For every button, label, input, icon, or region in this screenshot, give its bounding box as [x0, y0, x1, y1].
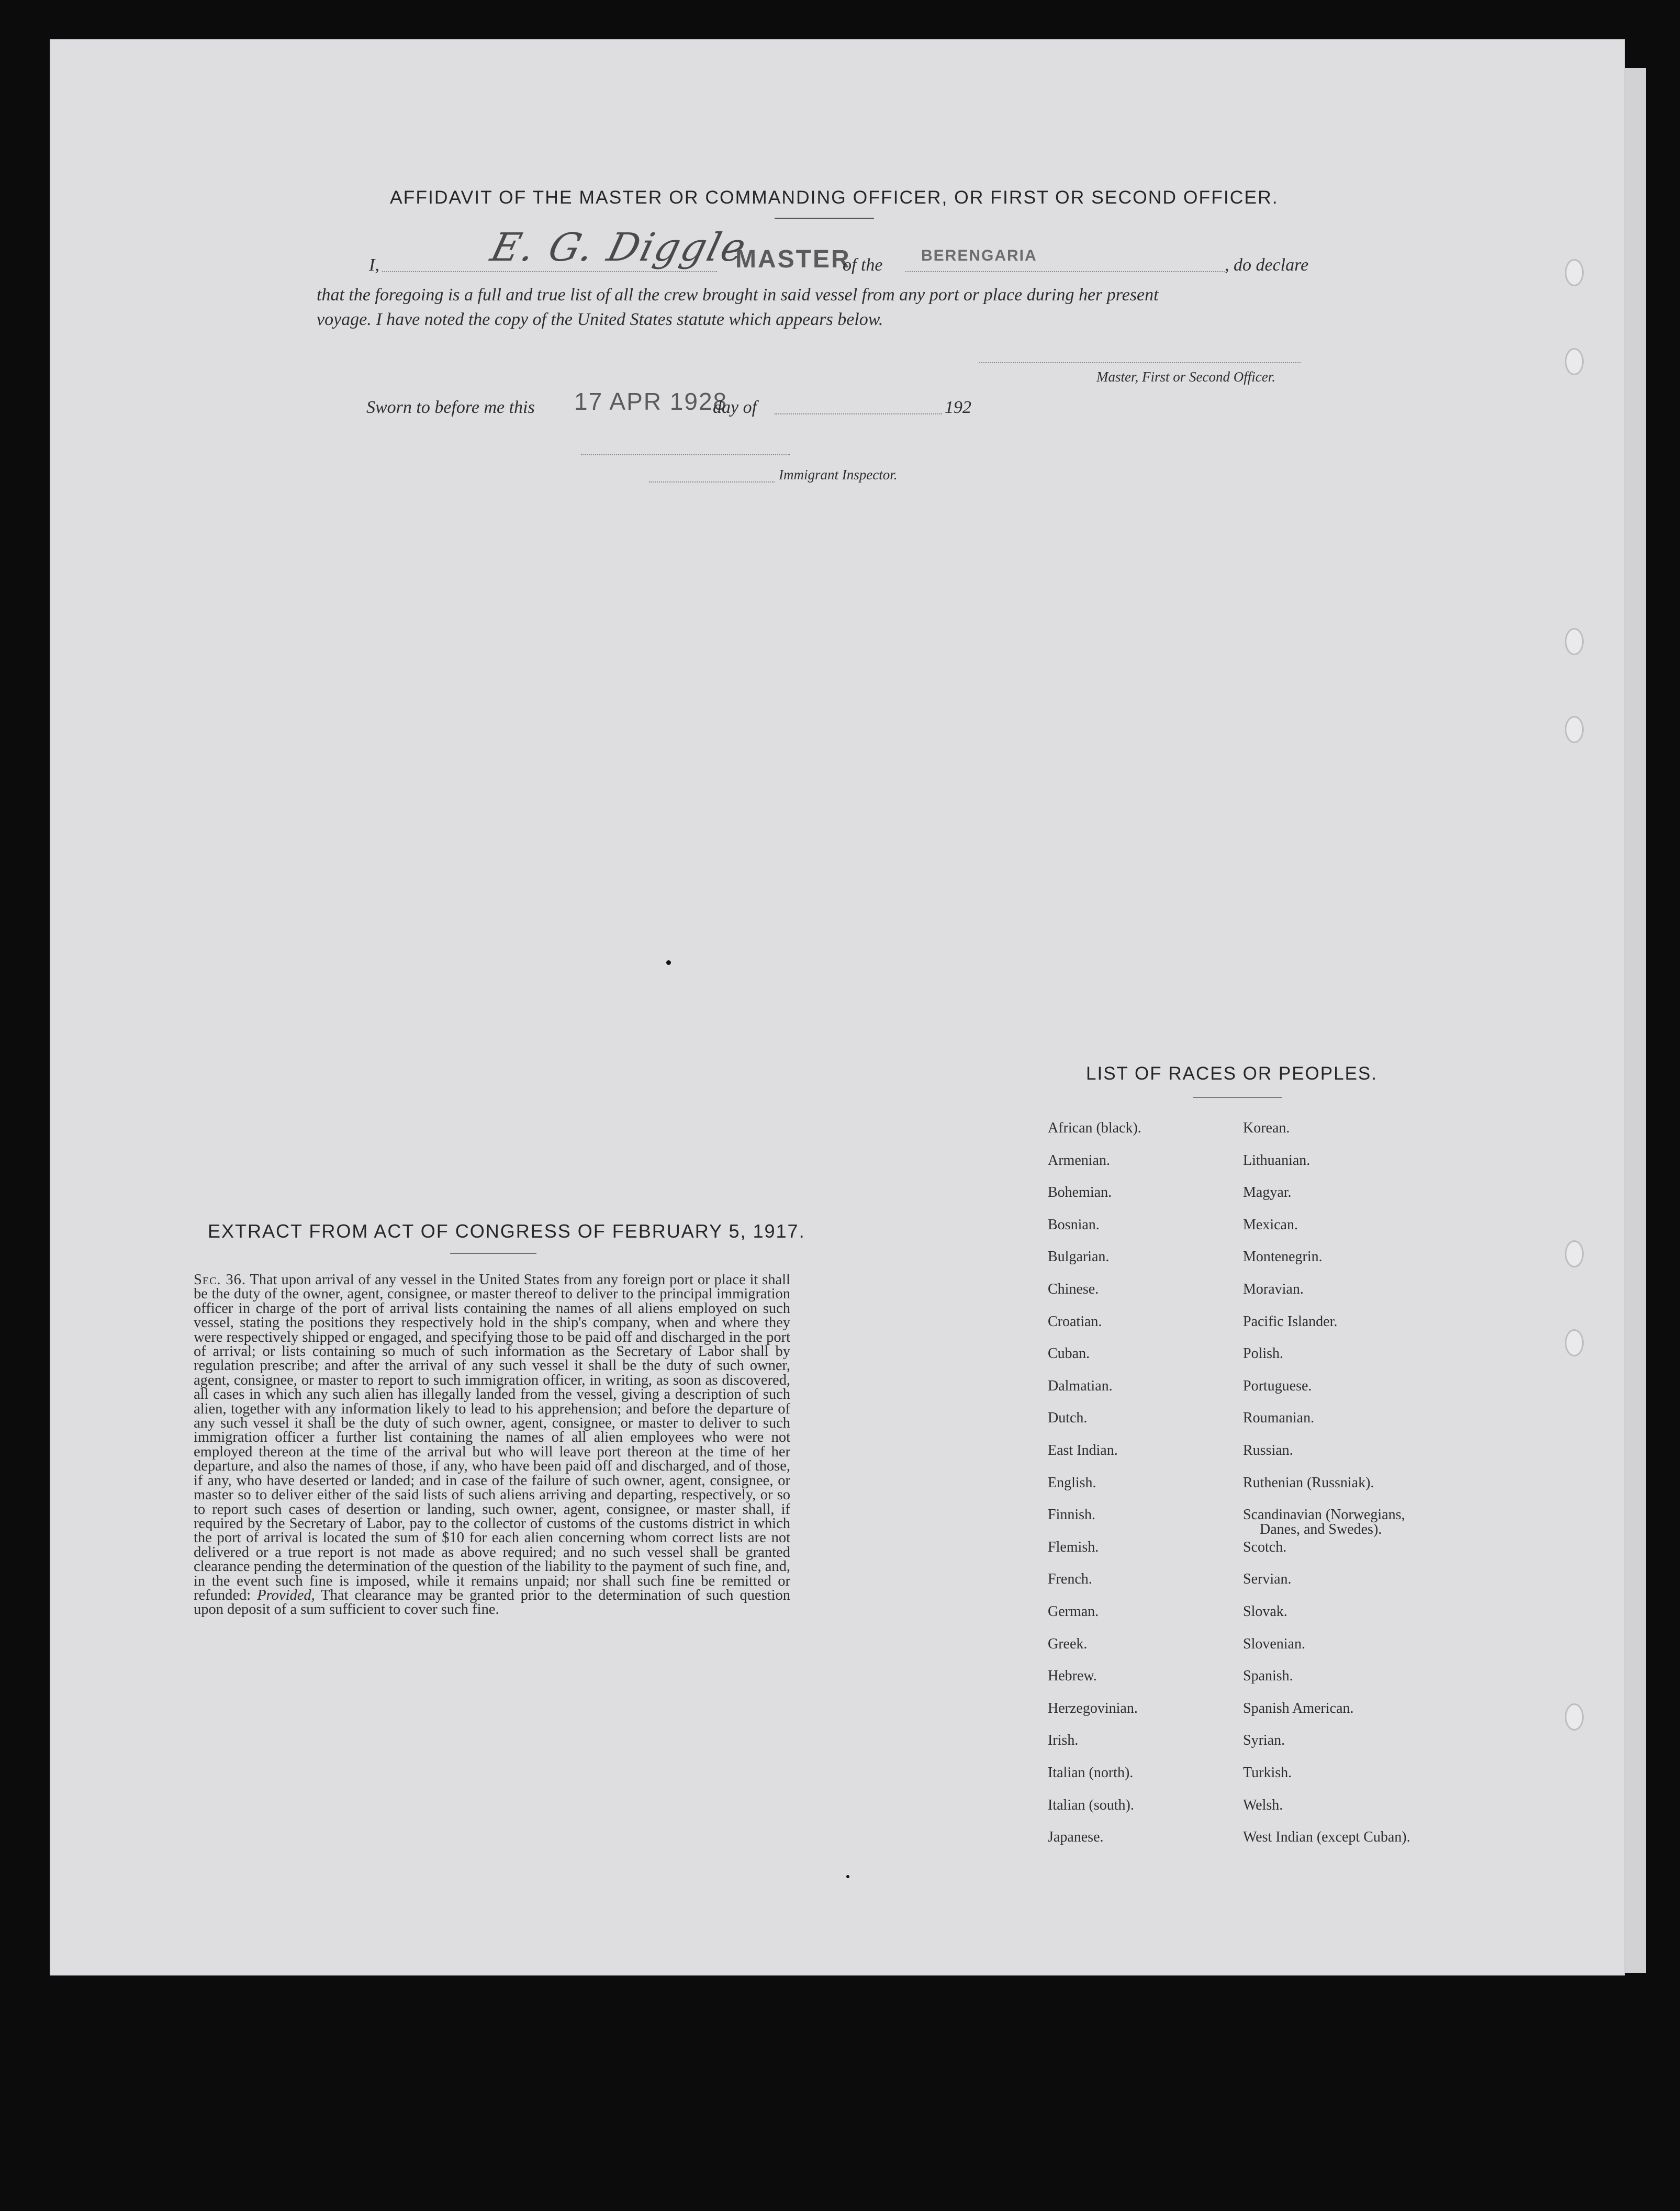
ink-speck [846, 1875, 849, 1878]
race-entry: Scandinavian (Norwegians, [1243, 1507, 1405, 1523]
race-entry: East Indian. [1048, 1442, 1118, 1458]
race-entry: Hebrew. [1048, 1668, 1097, 1685]
race-entry: Russian. [1243, 1442, 1293, 1458]
race-entry: Turkish. [1243, 1765, 1292, 1781]
race-entry: Flemish. [1048, 1539, 1099, 1555]
race-entry: Cuban. [1048, 1345, 1090, 1362]
race-entry: Italian (south). [1048, 1797, 1134, 1813]
inspector-caption: Immigrant Inspector. [779, 467, 898, 482]
section-label: Sec. 36. [194, 1272, 247, 1288]
day-of-text: day of [713, 398, 757, 417]
race-entry: German. [1048, 1603, 1099, 1620]
race-entry: Servian. [1243, 1571, 1292, 1588]
race-entry: French. [1048, 1571, 1092, 1588]
inspector-line [649, 481, 775, 482]
race-entry: Danes, and Swedes). [1260, 1521, 1382, 1538]
races-title: LIST OF RACES OR PEOPLES. [1086, 1063, 1378, 1084]
manifest-page [50, 39, 1625, 1976]
proviso-label: Provided, [257, 1587, 315, 1603]
race-entry: Armenian. [1048, 1152, 1110, 1169]
affidavit-title: AFFIDAVIT OF THE MASTER OR COMMANDING OFFICER, OR FIRST OR SECOND OFFICER. [390, 187, 1279, 208]
section-text: That upon arrival of any vessel in the United States from any foreign port or place it shall be the duty of the owner, agent, consignee, or master thereof to deliver to the principal immigration officer in charge of the port of arrival lists containing the names of all aliens employed on such vessel, stating the positions they respectively hold in the ship's company, when and where they were respectively shipped or engaged, and specifying those to be paid off and discharged in the port of arrival; or lists containing so much of such information as the Secretary of Labor shall by regulation prescribe; and after the arrival of any such vessel it shall be the duty of such owner, agent, consignee, or master to report to such immigration officer, in writing, as soon as discovered, all cases in which any such alien has illegally landed from the vessel, giving a description of such alien, together with any information likely to lead to his apprehension; and before the departure of any such vessel it shall be the duty of such owner, agent, consignee, or master to deliver to such immigration officer a further list containing the names of all alien employees who were not employed thereon at the time of the arrival but who will leave port thereon at the time of her departure, and also the names of those, if any, who have been paid off and discharged, and of those, if any, who have deserted or landed; and in case of the failure of such owner, agent, consignee, or master so to deliver either of the said lists of such aliens arriving and departing, respectively, or so to report such cases of desertion or landing, such owner, agent, consignee, or master shall, if required by the Secretary of Labor, pay to the collector of customs of the customs district in which the port of arrival is located the sum of $10 for each alien concerning whom correct lists are not delivered or a true report is not made as above required; and no such vessel shall be granted clearance pending the determination of the question of the liability to the payment of such fine, and, in the event such fine is imposed, while it remains unpaid; nor shall such fine be remitted or refunded: [194, 1272, 790, 1603]
do-declare-text: , do declare [1225, 255, 1309, 275]
race-entry: Dutch. [1048, 1410, 1088, 1427]
extract-title: EXTRACT FROM ACT OF CONGRESS OF FEBRUARY 5, 1917. [208, 1220, 805, 1242]
race-entry: Pacific Islander. [1243, 1313, 1338, 1330]
year-text: 192 [945, 398, 971, 417]
race-entry: Syrian. [1243, 1732, 1285, 1749]
race-entry: Italian (north). [1048, 1765, 1134, 1781]
race-entry: Bohemian. [1048, 1184, 1112, 1201]
race-entry: Greek. [1048, 1635, 1088, 1652]
sworn-prefix: Sworn to before me this [366, 398, 535, 417]
affidavit-line2: that the foregoing is a full and true list of all the crew brought in said vessel from any port or place during her present [317, 285, 1159, 305]
month-line [775, 413, 942, 414]
master-signature: E. G. Diggle [486, 225, 752, 270]
date-stamp: 17 APR 1928 [574, 388, 728, 415]
vessel-line [905, 271, 1225, 272]
race-entry: Croatian. [1048, 1313, 1102, 1330]
race-entry: Lithuanian. [1243, 1152, 1311, 1169]
race-entry: Moravian. [1243, 1281, 1304, 1297]
punch-hole [1565, 1329, 1584, 1356]
race-entry: Bosnian. [1048, 1216, 1100, 1233]
race-entry: Herzegovinian. [1048, 1700, 1138, 1716]
section-text-end: That clearance may be granted prior to the determination of such question upon deposit of a sum sufficient to cover such fine. [194, 1587, 790, 1618]
race-entry: Ruthenian (Russniak). [1243, 1474, 1374, 1491]
race-entry: Montenegrin. [1243, 1249, 1323, 1265]
race-entry: Dalmatian. [1048, 1377, 1113, 1394]
race-entry: Spanish. [1243, 1668, 1293, 1685]
race-entry: Chinese. [1048, 1281, 1099, 1297]
race-entry: Slovak. [1243, 1603, 1287, 1620]
vessel-name-stamp: BERENGARIA [921, 247, 1037, 264]
race-entry: Scotch. [1243, 1539, 1287, 1555]
extract-section-36 [194, 1273, 790, 1617]
race-entry: Magyar. [1243, 1184, 1292, 1201]
race-entry: Spanish American. [1243, 1700, 1354, 1716]
race-entry: Welsh. [1243, 1797, 1283, 1813]
officer-signature-line [979, 362, 1301, 363]
race-entry: West Indian (except Cuban). [1243, 1829, 1410, 1846]
punch-hole [1565, 348, 1584, 375]
affidavit-line3: voyage. I have noted the copy of the United States statute which appears below. [317, 310, 883, 329]
race-entry: Bulgarian. [1048, 1249, 1110, 1265]
race-entry: Japanese. [1048, 1829, 1104, 1846]
punch-hole [1565, 1240, 1584, 1267]
signer-caption: Master, First or Second Officer. [1096, 369, 1275, 385]
race-entry: Irish. [1048, 1732, 1079, 1749]
inspector-line-upper [581, 454, 790, 455]
race-entry: Mexican. [1243, 1216, 1298, 1233]
race-entry: Korean. [1243, 1120, 1290, 1136]
punch-hole [1565, 1703, 1584, 1731]
races-title-rule [1193, 1097, 1282, 1098]
title-rule [775, 218, 874, 219]
race-entry: Finnish. [1048, 1507, 1096, 1523]
punch-hole [1565, 628, 1584, 655]
race-entry: Roumanian. [1243, 1410, 1315, 1427]
extract-title-rule [450, 1253, 536, 1254]
race-entry: English. [1048, 1474, 1096, 1491]
of-the-text: of the [843, 255, 883, 275]
race-entry: Portuguese. [1243, 1377, 1312, 1394]
race-entry: Slovenian. [1243, 1635, 1305, 1652]
affidavit-line1-prefix: I, [369, 255, 379, 275]
signature-line [382, 271, 717, 272]
race-entry: African (black). [1048, 1120, 1141, 1136]
punch-hole [1565, 259, 1584, 286]
master-stamp: MASTER [735, 245, 851, 273]
race-entry: Polish. [1243, 1345, 1284, 1362]
punch-hole [1565, 716, 1584, 743]
ink-speck [666, 960, 671, 965]
